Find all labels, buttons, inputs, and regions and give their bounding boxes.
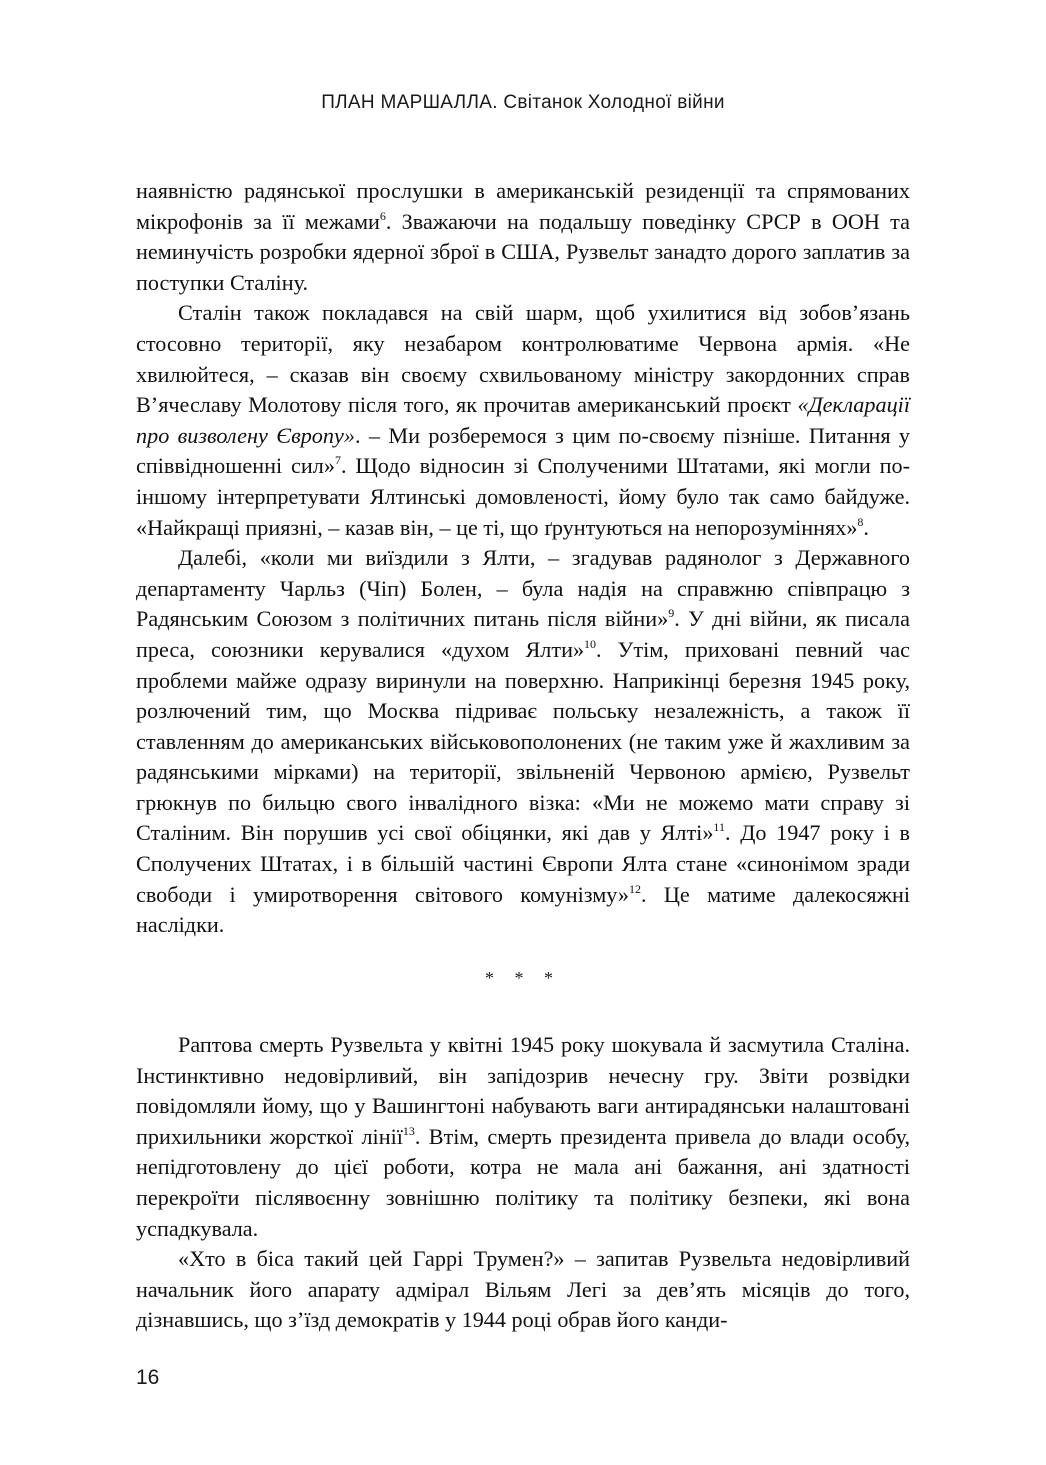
footnote-ref[interactable]: 8	[857, 514, 864, 529]
text-block-bottom	[136, 1030, 910, 1336]
footnote-ref[interactable]: 12	[629, 881, 642, 896]
paragraph: «Хто в біса такий цей Гаррі Трумен?» – запитав Рузвельта недовірливий начальник його апарату адмірал Вільям Легі за дев’ять місяців до того, дізнавшись, що з’їзд демократів у 1944 році обрав його канди-	[136, 1246, 910, 1333]
text-block-top	[136, 176, 910, 941]
paragraph: наявністю радянської прослушки в американській резиденції та спрямованих мікрофонів за її межами$^6$. Зважаючи на подальшу поведінку СРСР в ООН та неминучість розробки ядерної зброї в США, Рузвельт занадто дорого заплатив за поступки Сталіну.	[136, 178, 910, 295]
document-title-quote: «Декларації про визволену Європу»	[136, 392, 910, 448]
footnote-ref[interactable]: 9	[668, 606, 675, 621]
paragraph: Раптова смерть Рузвельта у квітні 1945 року шокувала й засмутила Сталіна. Інстинктивно недовірливий, він запідозрив нечесну гру. Звіти розвідки повідомляли йому, що у Вашингтоні набувають ваги антирадянськи налаштовані прихильники жорсткої лінії$^{13}$. Втім, смерть президента привела до влади особу, непідготовлену до цієї роботи, котра не мала ані бажання, ані здатності перекроїти післявоєнну зовнішню політику та політику безпеки, які вона успадкувала.	[136, 1032, 910, 1241]
footnote-ref[interactable]: 11	[713, 820, 725, 835]
paragraph: Далебі, «коли ми виїздили з Ялти, – згадував радянолог з Державного департаменту Чарльз (Чіп) Болен, – була надія на справжню співпрацю з Радянським Союзом з політичних питань після війни»$^9$. У дні війни, як писала преса, союзники керувалися «духом Ялти»$^{10}$. Утім, приховані певний час проблеми майже одразу виринули на поверхню. Наприкінці березня 1945 року, розлючений тим, що Москва підриває польську незалежність, а також її ставленням до американських військовополонених (не таким уже й жахливим за радянськими мірками) на території, звільненій Червоною армією, Рузвельт грюкнув по бильцю свого інвалідного візка: «Ми не можемо мати справу зі Сталіним. Він порушив усі свої обіцянки, які дав у Ялті»$^{11}$. До 1947 року і в Сполучених Штатах, і в більшій частині Європи Ялта стане «синонімом зради свободи і умиротворення світового комунізму»$^{12}$. Це матиме далекосяжні наслідки.	[136, 545, 911, 938]
footnote-ref[interactable]: 6	[379, 208, 386, 223]
section-break: * * *	[485, 968, 561, 988]
paragraph: Сталін також покладався на свій шарм, щоб ухилитися від зобов’язань стосовно території, яку незабаром контролюватиме Червона армія. «Не хвилюйтеся, – сказав він своєму схвильованому міністру закордонних справ В’ячеславу Молотову після того, як прочитав американський проєкт «Декларації про визволену Європу». – Ми розберемося з цим по-своєму пізніше. Питання у співвідношенні сил»$^7$. Щодо відносин зі Сполученими Штатами, які могли по-іншому інтерпретувати Ялтинські домовленості, йому було так само байдуже. «Найкращі приязні, – казав він, – це ті, що ґрунтуються на непорозуміннях»$^8$.	[136, 300, 910, 540]
running-head: ПЛАН МАРШАЛЛА. Світанок Холодної війни	[321, 92, 725, 113]
footnote-ref[interactable]: 10	[584, 636, 597, 651]
page-number: 16	[136, 1366, 160, 1389]
footnote-ref[interactable]: 7	[334, 453, 341, 468]
footnote-ref[interactable]: 13	[402, 1123, 415, 1138]
